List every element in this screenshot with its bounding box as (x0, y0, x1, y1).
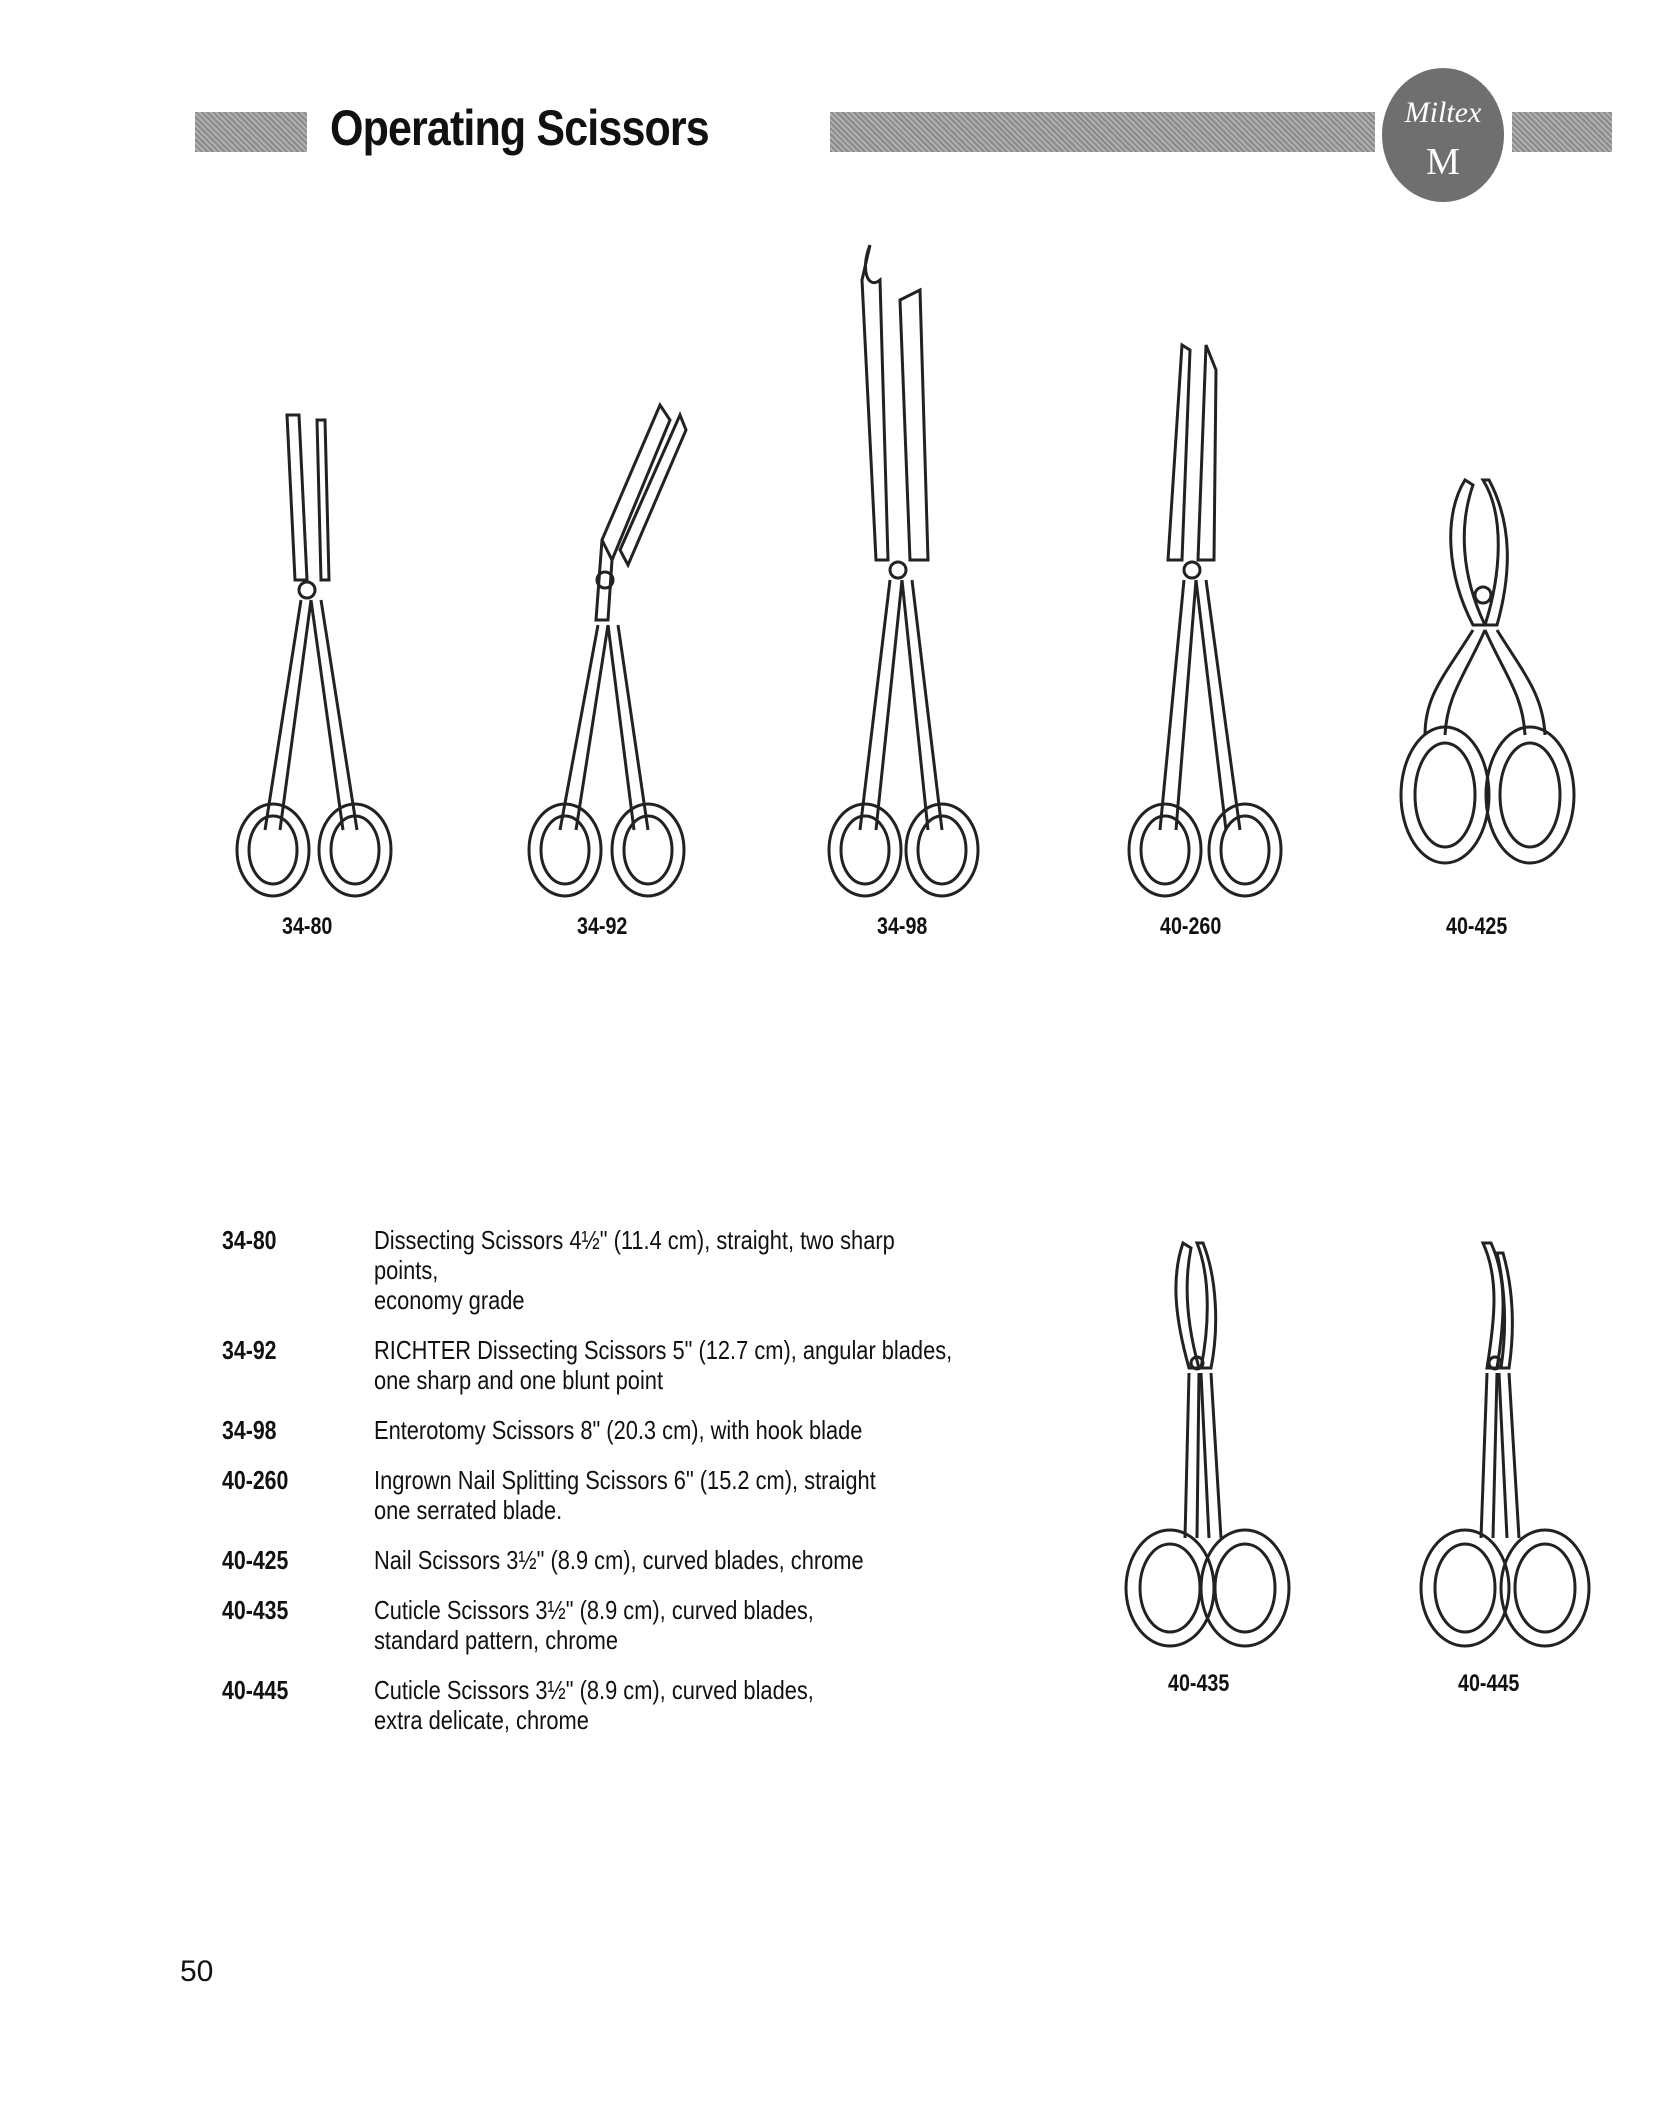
scissors-34-98-illustration (810, 240, 1000, 900)
catalog-description (374, 1675, 962, 1735)
logo-script: Miltex (1404, 96, 1482, 129)
catalog-code: 40-435 (222, 1595, 289, 1625)
catalog-description (374, 1465, 962, 1525)
description-line: Cuticle Scissors 3½" (8.9 cm), curved blades, (374, 1675, 814, 1705)
description-line: economy grade (374, 1285, 525, 1315)
description-line: one sharp and one blunt point (374, 1365, 664, 1395)
scissors-34-92-illustration (510, 400, 700, 900)
catalog-description (374, 1545, 962, 1575)
description-line: Enterotomy Scissors 8" (20.3 cm), with hook blade (374, 1415, 863, 1445)
catalog-code: 40-260 (222, 1465, 289, 1495)
catalog-code: 40-445 (222, 1675, 289, 1705)
catalog-row (222, 1595, 1082, 1655)
miltex-logo (1382, 68, 1504, 202)
header-bar-middle (830, 112, 1375, 152)
page-title: Operating Scissors (330, 100, 709, 156)
description-line: Ingrown Nail Splitting Scissors 6" (15.2 cm), straight (374, 1465, 876, 1495)
catalog-description (374, 1415, 962, 1445)
description-line: Dissecting Scissors 4½" (11.4 cm), straight, two sharp points, (374, 1225, 895, 1285)
logo-monogram: M (1426, 141, 1460, 183)
catalog-row (222, 1675, 1082, 1735)
description-line: standard pattern, chrome (374, 1625, 619, 1655)
catalog-row (222, 1225, 1082, 1315)
catalog-row (222, 1415, 1082, 1445)
top-label-40-425: 40-425 (1446, 913, 1508, 940)
description-line: extra delicate, chrome (374, 1705, 589, 1735)
description-line: Cuticle Scissors 3½" (8.9 cm), curved blades, (374, 1595, 814, 1625)
side-label-40-445: 40-445 (1458, 1670, 1520, 1697)
catalog-list (222, 1225, 1082, 1755)
catalog-description (374, 1225, 962, 1315)
catalog-code: 34-98 (222, 1415, 277, 1445)
description-line: Nail Scissors 3½" (8.9 cm), curved blades, chrome (374, 1545, 864, 1575)
page-number: 50 (180, 1955, 214, 1988)
catalog-row (222, 1335, 1082, 1395)
top-label-34-80: 34-80 (282, 913, 333, 940)
catalog-code: 40-425 (222, 1545, 289, 1575)
header-bar-left (195, 112, 307, 152)
scissors-40-425-illustration (1385, 475, 1585, 900)
top-label-34-98: 34-98 (877, 913, 928, 940)
description-line: RICHTER Dissecting Scissors 5" (12.7 cm), angular blades, (374, 1335, 953, 1365)
scissors-40-260-illustration (1110, 340, 1300, 900)
catalog-description (374, 1595, 962, 1655)
scissors-34-80-illustration (225, 410, 405, 900)
catalog-description (374, 1335, 962, 1395)
catalog-row (222, 1545, 1082, 1575)
header-bar-right (1512, 112, 1612, 152)
top-label-34-92: 34-92 (577, 913, 628, 940)
catalog-code: 34-80 (222, 1225, 277, 1255)
catalog-code: 34-92 (222, 1335, 277, 1365)
catalog-row (222, 1465, 1082, 1525)
side-label-40-435: 40-435 (1168, 1670, 1230, 1697)
scissors-40-435-illustration (1105, 1238, 1295, 1658)
scissors-40-445-illustration (1395, 1238, 1595, 1658)
top-label-40-260: 40-260 (1160, 913, 1222, 940)
description-line: one serrated blade. (374, 1495, 563, 1525)
